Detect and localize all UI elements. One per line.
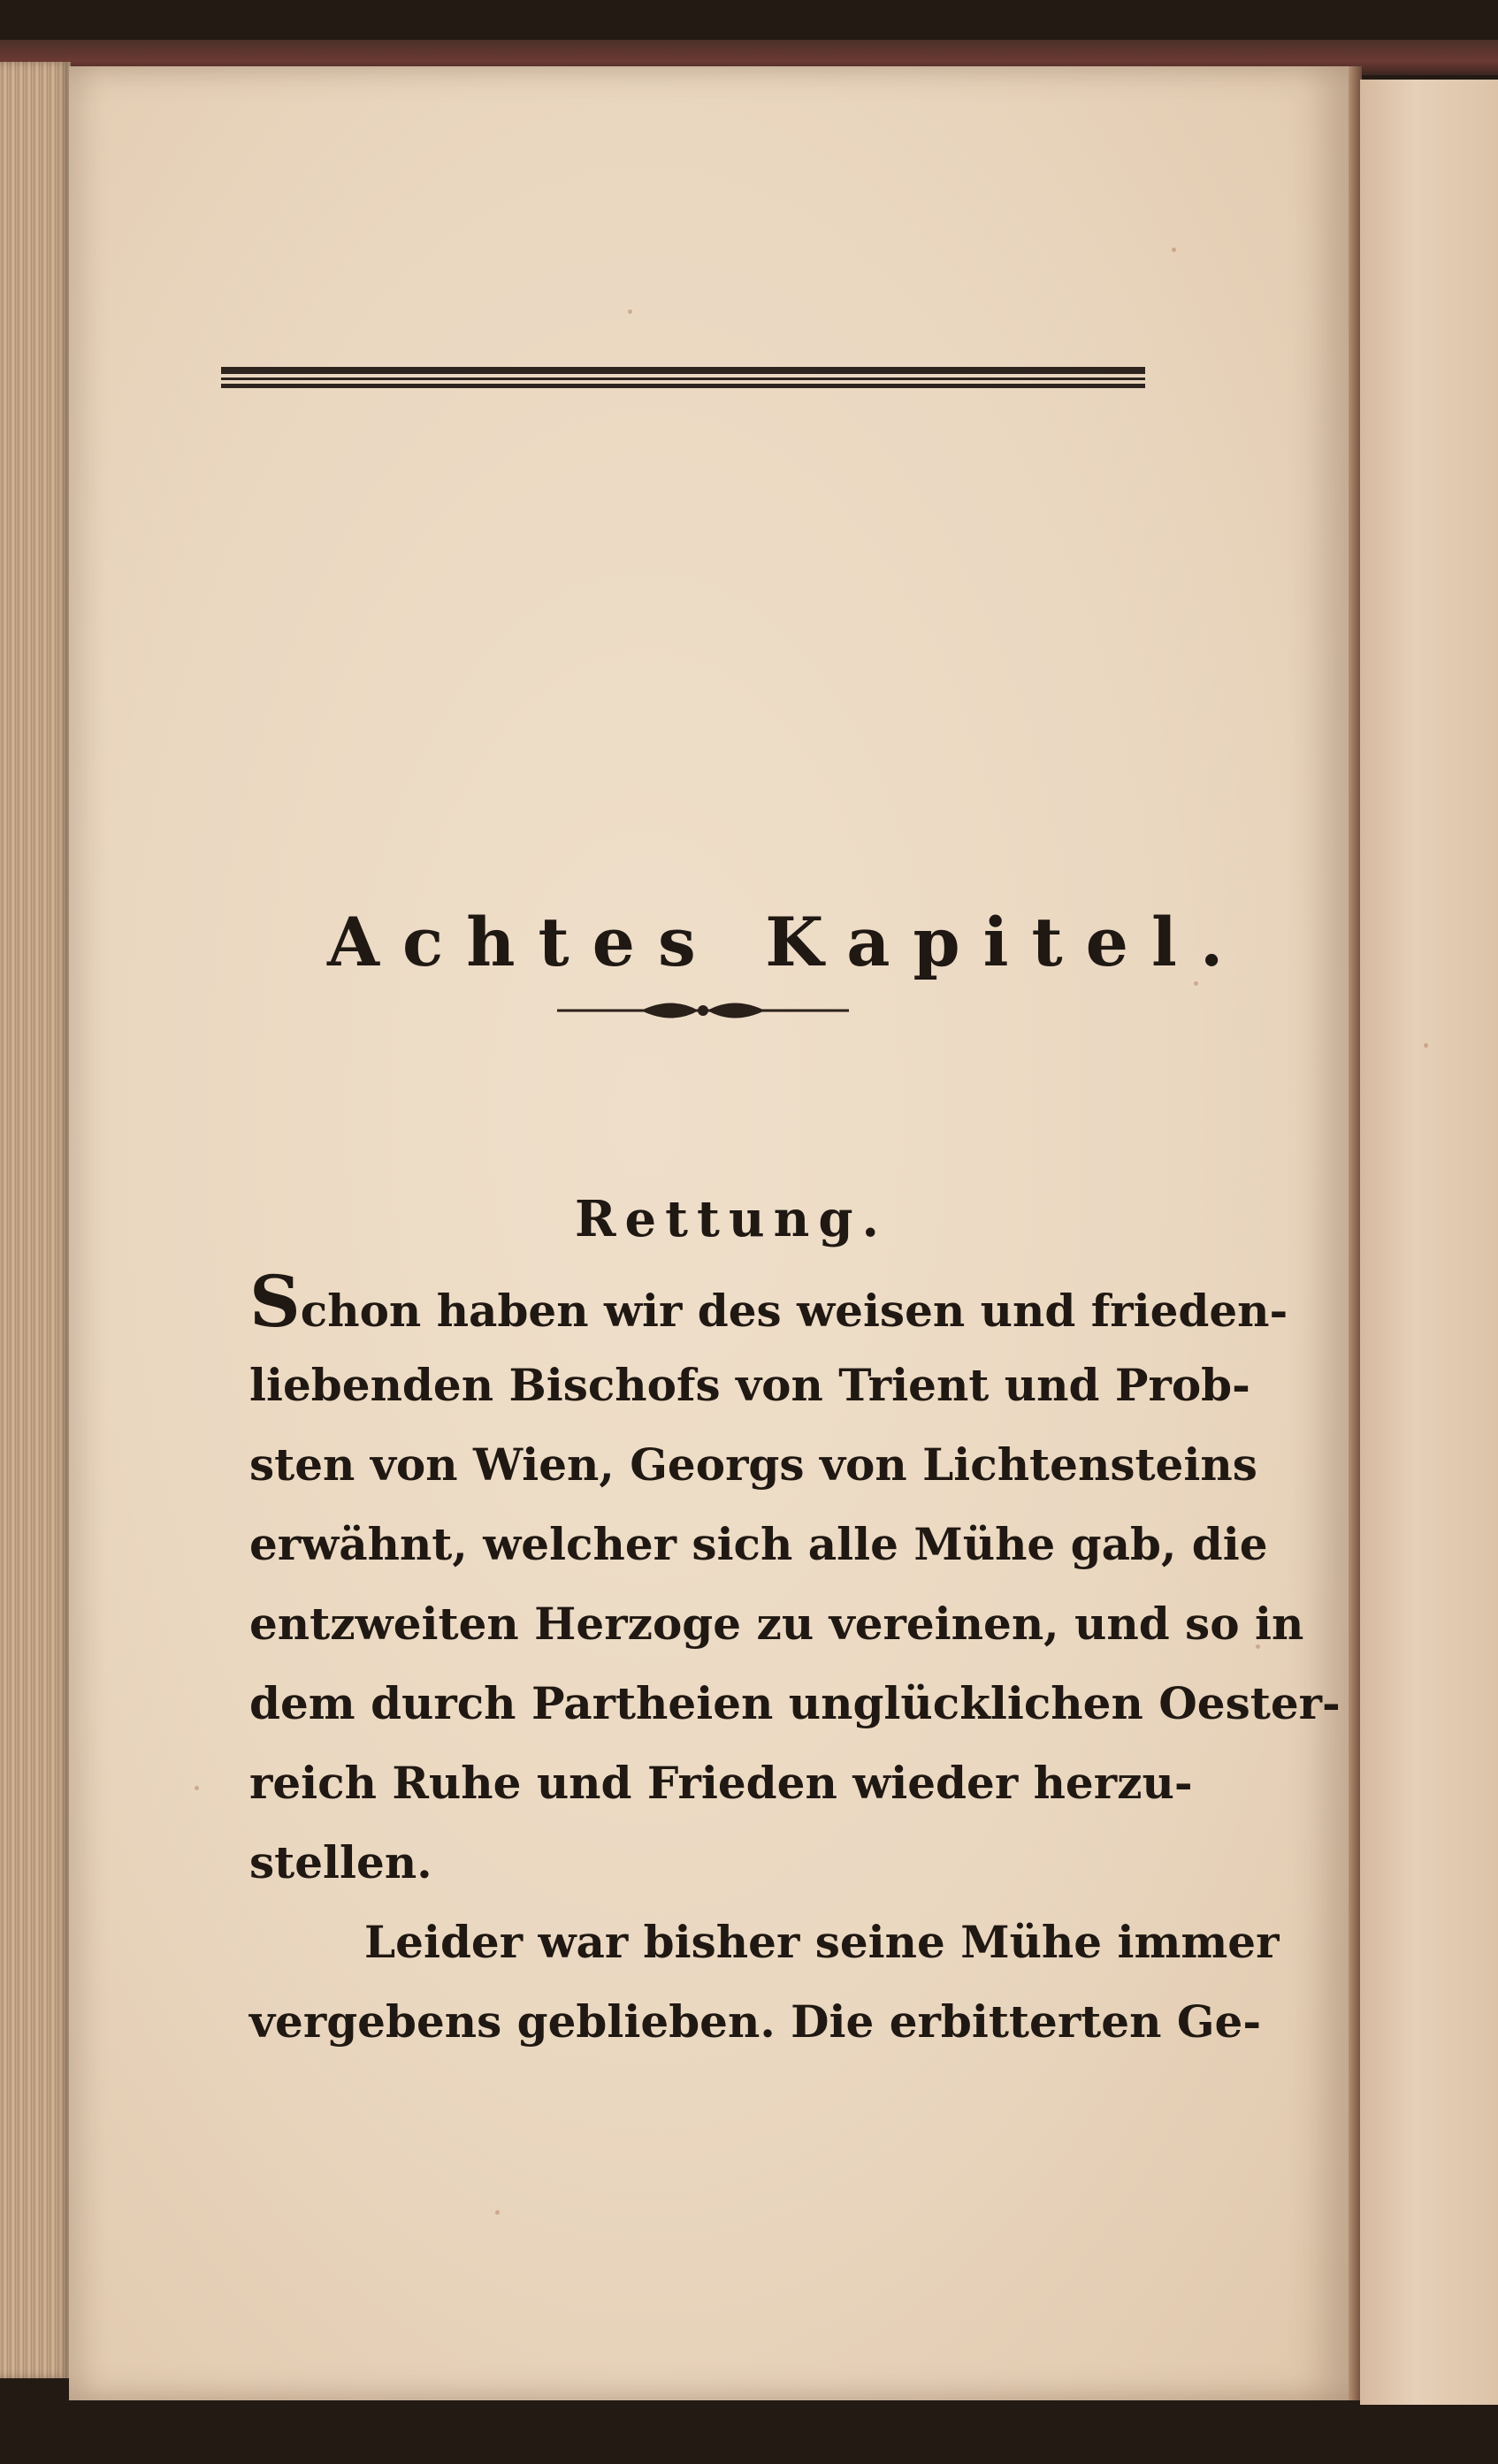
- text-line: vergebens geblieben. Die erbitterten Ge-: [249, 1995, 1262, 2048]
- text-line: Leider war bisher seine Mühe immer: [364, 1916, 1280, 1968]
- header-double-rule: [221, 367, 1145, 388]
- text-line: dem durch Partheien unglücklichen Oester-: [249, 1677, 1341, 1729]
- text-line: sten von Wien, Georgs von Lichtensteins: [249, 1438, 1257, 1491]
- drop-letter: S: [249, 1260, 301, 1343]
- page-edges: [0, 62, 71, 2378]
- text-line: reich Ruhe und Frieden wieder herzu-: [249, 1757, 1193, 1809]
- leaf-ornament-icon: [557, 988, 849, 1033]
- right-page-edge: [1360, 80, 1498, 2405]
- chapter-title: Achtes Kapitel.: [327, 902, 1247, 981]
- text-line: stellen.: [249, 1836, 432, 1888]
- text-line: liebenden Bischofs von Trient und Prob-: [249, 1359, 1250, 1411]
- text-line: [249, 1260, 1288, 1346]
- text-line: erwähnt, welcher sich alle Mühe gab, die: [249, 1518, 1268, 1570]
- text-line: entzweiten Herzoge zu vereinen, und so in: [249, 1598, 1304, 1650]
- body-text: [249, 1260, 1341, 2062]
- text-line-content: chon haben wir des weisen und frieden-: [300, 1285, 1288, 1337]
- section-subtitle: Rettung.: [575, 1190, 888, 1249]
